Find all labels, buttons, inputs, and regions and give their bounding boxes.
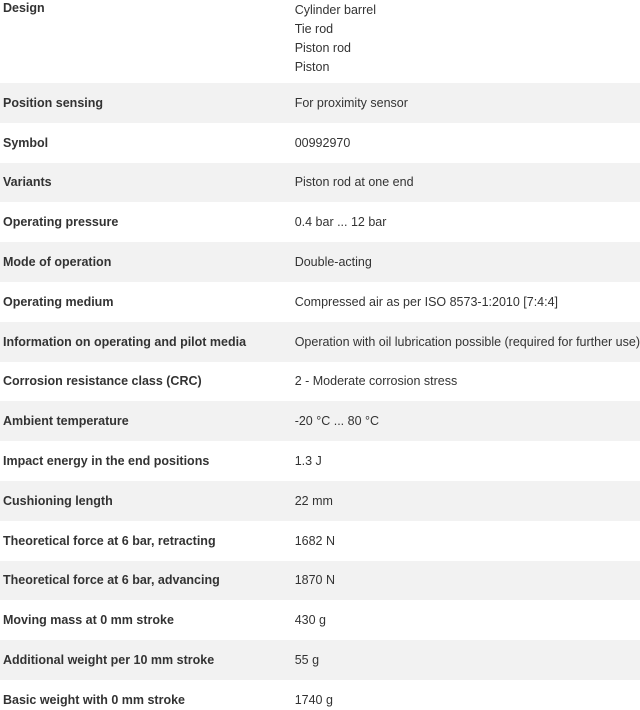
spec-value — [293, 0, 640, 83]
spec-value: 430 g — [294, 613, 326, 628]
spec-value-line: Piston — [294, 60, 330, 74]
spec-name: Moving mass at 0 mm stroke — [3, 613, 174, 628]
spec-value: 1.3 J — [294, 454, 322, 469]
spec-row-force-retracting — [0, 521, 640, 561]
spec-name: Theoretical force at 6 bar, retracting — [3, 533, 216, 548]
spec-row-corrosion-class — [0, 362, 640, 402]
spec-value: 0.4 bar ... 12 bar — [294, 215, 387, 230]
spec-value: Double-acting — [294, 255, 372, 270]
spec-row-operating-medium — [0, 282, 640, 322]
spec-name: Theoretical force at 6 bar, advancing — [3, 573, 220, 588]
spec-name: Design — [3, 1, 45, 15]
spec-name: Additional weight per 10 mm stroke — [3, 653, 215, 668]
spec-name: Information on operating and pilot media — [3, 334, 247, 349]
spec-name: Impact energy in the end positions — [3, 454, 210, 469]
spec-value: 55 g — [294, 653, 320, 668]
spec-row-position-sensing — [0, 83, 640, 123]
spec-name: Variants — [3, 175, 52, 190]
spec-name: Basic weight with 0 mm stroke — [3, 692, 185, 707]
spec-value: 1870 N — [294, 573, 335, 588]
spec-name: Mode of operation — [3, 255, 112, 270]
spec-row-basic-weight — [0, 680, 640, 710]
spec-name: Operating medium — [3, 294, 114, 309]
spec-value: 22 mm — [294, 493, 333, 508]
spec-name: Operating pressure — [3, 215, 119, 230]
spec-name: Ambient temperature — [3, 414, 129, 429]
spec-value: 2 - Moderate corrosion stress — [294, 374, 458, 389]
spec-row-pilot-media-info — [0, 322, 640, 362]
spec-value: -20 °C ... 80 °C — [294, 414, 380, 429]
spec-value: 00992970 — [294, 135, 351, 150]
spec-value-line: Piston rod — [294, 41, 351, 55]
spec-name: Cushioning length — [3, 493, 113, 508]
spec-value: For proximity sensor — [294, 95, 408, 110]
spec-value: Piston rod at one end — [294, 175, 414, 190]
spec-row-operating-pressure — [0, 202, 640, 242]
spec-value: Operation with oil lubrication possible (required for further use) — [294, 334, 640, 349]
spec-row-symbol — [0, 123, 640, 163]
spec-row-force-advancing — [0, 561, 640, 601]
spec-row-impact-energy — [0, 441, 640, 481]
spec-name: Corrosion resistance class (CRC) — [3, 374, 202, 389]
spec-name: Symbol — [3, 135, 49, 150]
spec-row-additional-weight — [0, 640, 640, 680]
spec-row-ambient-temperature — [0, 401, 640, 441]
spec-value: Compressed air as per ISO 8573-1:2010 [7:4:4] — [294, 294, 559, 309]
spec-value: 1740 g — [294, 692, 333, 707]
spec-row-variants — [0, 163, 640, 203]
spec-value-line: Tie rod — [294, 22, 334, 36]
spec-name: Position sensing — [3, 95, 104, 110]
spec-value-line: Cylinder barrel — [294, 3, 376, 17]
spec-value: 1682 N — [294, 533, 335, 548]
spec-row-moving-mass — [0, 600, 640, 640]
spec-row-cushioning-length — [0, 481, 640, 521]
spec-row-mode-of-operation — [0, 242, 640, 282]
spec-row-design — [0, 0, 640, 83]
